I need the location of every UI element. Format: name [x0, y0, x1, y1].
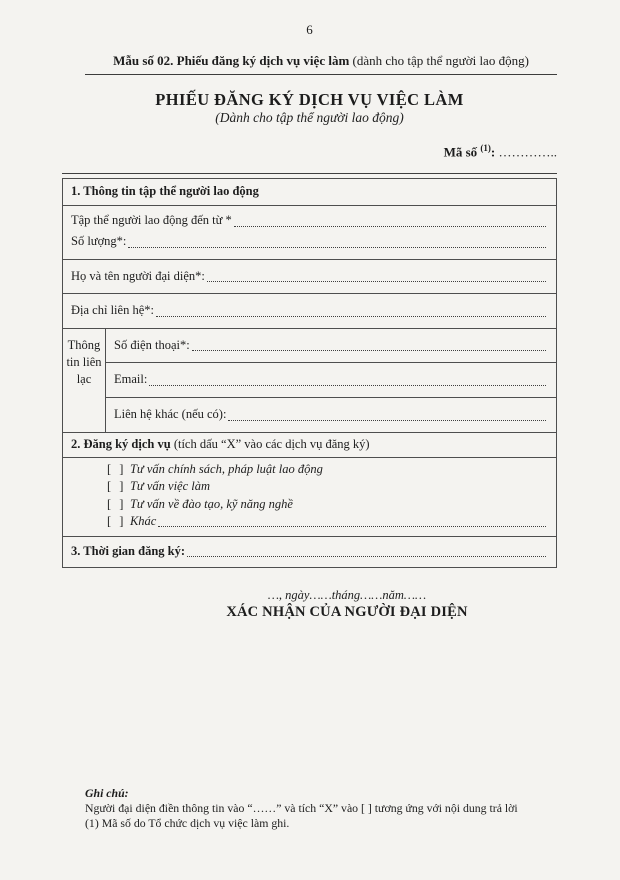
- document-title: PHIẾU ĐĂNG KÝ DỊCH VỤ VIỆC LÀM: [155, 90, 464, 109]
- document-subtitle: (Dành cho tập thể người lao động): [215, 110, 404, 125]
- footnote-instruction: Người đại diện điền thông tin vào “……” và tích “X” vào [ ] tương ứng với nội dung trả lời: [85, 801, 518, 815]
- service-option-label: Tư vấn việc làm: [129, 479, 211, 494]
- dotted-fill: [128, 247, 546, 248]
- service-option-training: [107, 496, 548, 514]
- origin-label: Tập thể người lao động đến từ *: [71, 213, 232, 228]
- code-label: Mã số: [443, 144, 478, 160]
- service-option-jobs: [107, 478, 548, 496]
- dotted-fill: [156, 316, 546, 317]
- checkbox-jobs: [ ]: [107, 479, 126, 494]
- page-number: 6: [306, 22, 313, 37]
- footnote-code-explanation: (1) Mã số do Tổ chức dịch vụ việc làm ghi.: [85, 815, 290, 830]
- service-option-policy: [107, 461, 548, 479]
- dotted-fill: [187, 556, 546, 557]
- signature-confirm-line: XÁC NHẬN CỦA NGƯỜI ĐẠI DIỆN: [226, 604, 468, 621]
- email-label: Email:: [114, 372, 148, 387]
- other-contact-field: [106, 398, 556, 432]
- phone-label: Số điện thoại*:: [114, 337, 190, 352]
- section2-heading-normal: (tích dấu “X” vào các dịch vụ đăng ký): [170, 436, 370, 451]
- dotted-fill: [228, 420, 546, 421]
- dotted-fill: [149, 385, 546, 386]
- form-number-caption-normal: (dành cho tập thể người lao động): [349, 53, 529, 68]
- section1-origin-quantity-row: [63, 206, 556, 259]
- code-colon: :: [490, 144, 496, 160]
- representative-label: Họ và tên người đại diện*:: [71, 268, 205, 283]
- section3-label: 3. Thời gian đăng ký:: [71, 543, 186, 558]
- section1-heading: 1. Thông tin tập thể người lao động: [63, 179, 556, 206]
- service-options-list: [63, 458, 556, 537]
- contact-fields: [106, 329, 556, 432]
- checkbox-other: [ ]: [107, 514, 126, 529]
- contact-group-label: Thông tin liên lạc: [63, 329, 106, 432]
- footnotes-title: Ghi chú:: [85, 786, 129, 800]
- code-dotted-blank: …………..: [495, 144, 557, 160]
- checkbox-training: [ ]: [107, 496, 126, 511]
- section2-heading: [63, 433, 556, 458]
- dotted-fill: [234, 226, 546, 227]
- horizontal-rule: [62, 173, 557, 174]
- address-label: Địa chỉ liên hệ*:: [71, 303, 154, 318]
- footnotes: [85, 786, 565, 830]
- email-field: [106, 363, 556, 398]
- phone-field: [106, 329, 556, 364]
- checkbox-policy: [ ]: [107, 461, 126, 476]
- service-option-label: Khác: [129, 514, 157, 529]
- code-number-line: [62, 143, 557, 160]
- section3-time-field: [63, 537, 556, 568]
- contact-info-group: [63, 329, 556, 433]
- registration-form-table: [62, 178, 557, 568]
- form-number-caption: [85, 53, 557, 75]
- dotted-fill: [192, 350, 546, 351]
- service-option-label: Tư vấn chính sách, pháp luật lao động: [129, 461, 323, 476]
- dotted-fill: [158, 526, 546, 527]
- code-footnote-marker: (1): [480, 143, 491, 153]
- origin-field: [71, 210, 548, 231]
- other-contact-label: Liên hệ khác (nếu có):: [114, 407, 227, 422]
- representative-field: [63, 260, 556, 295]
- service-option-label: Tư vấn về đào tạo, kỹ năng nghề: [129, 496, 293, 511]
- dotted-fill: [207, 281, 546, 282]
- quantity-label: Số lượng*:: [71, 233, 127, 248]
- signature-date-line: …, ngày……tháng……năm……: [267, 588, 427, 603]
- signature-block: [182, 588, 512, 621]
- address-field: [63, 294, 556, 329]
- form-number-caption-bold: Mẫu số 02. Phiếu đăng ký dịch vụ việc làm: [113, 53, 350, 68]
- quantity-field: [71, 231, 548, 252]
- service-option-other: [107, 513, 548, 531]
- section2-heading-bold: 2. Đăng ký dịch vụ: [71, 436, 171, 451]
